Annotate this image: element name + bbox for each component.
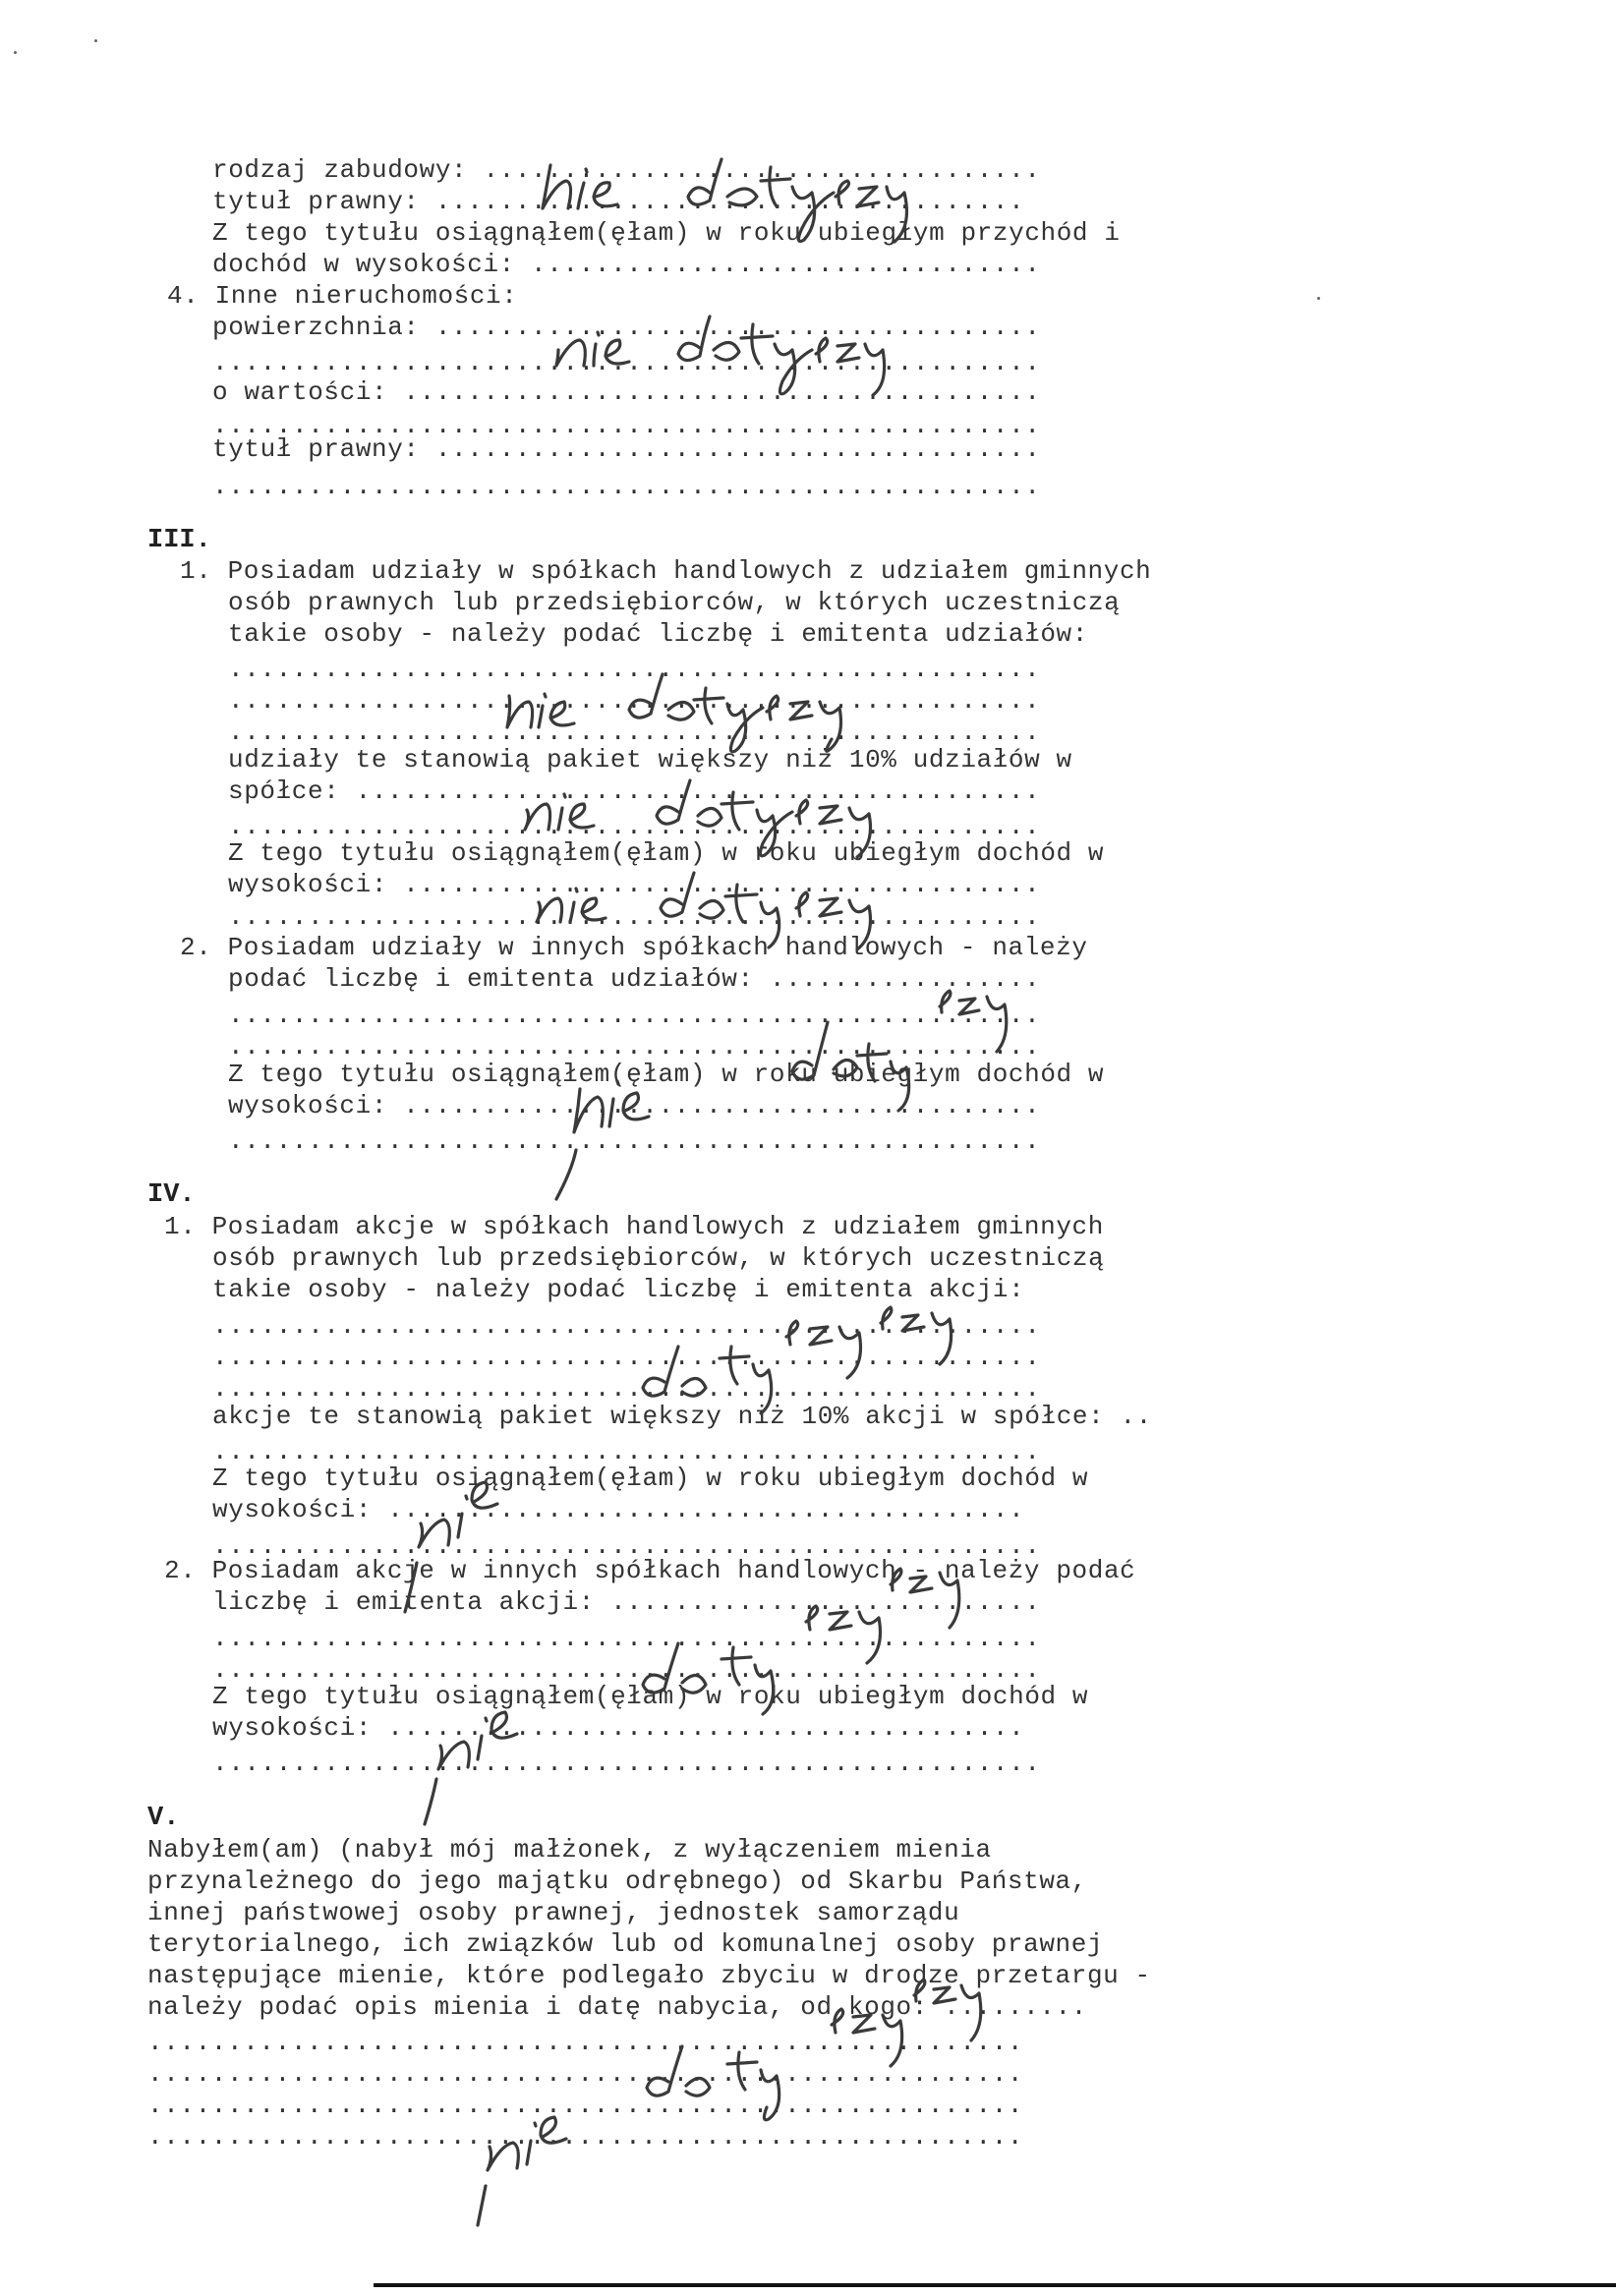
dotted-line: ....................................................... bbox=[147, 2091, 1024, 2120]
dotted-line: ................................................... bbox=[228, 686, 1041, 716]
income-line: Z tego tytułu osiągnąłem(ęłam) w roku ubiegłym dochód w bbox=[212, 1682, 1089, 1711]
dotted-line: ................................................... bbox=[228, 812, 1041, 841]
acquisition-paragraph-line: następujące mienie, które podlegało zbyciu w drodze przetargu - bbox=[147, 1961, 1151, 1990]
section-iv-heading: IV. bbox=[147, 1180, 196, 1210]
income-amount-line: wysokości: ........................................ bbox=[228, 870, 1041, 899]
dotted-line: .................................................... bbox=[212, 472, 1041, 501]
dotted-line: ................................................... bbox=[228, 1032, 1041, 1062]
shares-paragraph-line: 1. Posiadam udziały w spółkach handlowych z udziałem gminnych bbox=[180, 556, 1152, 586]
scan-speck bbox=[14, 51, 17, 54]
stocks-paragraph-line: takie osoby - należy podać liczbę i emitenta akcji: bbox=[212, 1275, 1025, 1304]
dotted-line: ................................................... bbox=[228, 1126, 1041, 1156]
dotted-line: .................................................... bbox=[212, 1311, 1041, 1341]
dotted-line: .................................................... bbox=[212, 1374, 1041, 1404]
stocks-packet-line: akcje te stanowią pakiet większy niż 10% akcji w spółce: .. bbox=[212, 1402, 1152, 1431]
value-line: o wartości: ........................................ bbox=[212, 377, 1041, 407]
dotted-line: .................................................... bbox=[212, 1749, 1041, 1778]
stocks-paragraph-line: osób prawnych lub przedsiębiorców, w których uczestniczą bbox=[212, 1243, 1105, 1273]
other-stocks-line: 2. Posiadam akcje w innych spółkach handlowych - należy podać bbox=[164, 1556, 1136, 1585]
scan-speck bbox=[94, 39, 97, 42]
dotted-line: .................................................... bbox=[212, 1531, 1041, 1561]
income-line: Z tego tytułu osiągnąłem(ęłam) w roku ubiegłym dochód w bbox=[228, 838, 1105, 868]
dotted-line: .................................................... bbox=[212, 348, 1041, 377]
company-line: spółce: ........................................... bbox=[228, 776, 1041, 806]
shares-paragraph-line: takie osoby - należy podać liczbę i emitenta udziałów: bbox=[228, 619, 1088, 649]
legal-title-line: tytuł prawny: ..................................... bbox=[212, 187, 1025, 216]
building-type-line: rodzaj zabudowy: ................................... bbox=[212, 155, 1041, 185]
other-stocks-line: liczbę i emitenta akcji: ........................... bbox=[212, 1587, 1041, 1617]
other-shares-line: 2. Posiadam udziały w innych spółkach handlowych - należy bbox=[180, 933, 1088, 962]
income-line: Z tego tytułu osiągnąłem(ęłam) w roku ubiegłym dochód w bbox=[212, 1464, 1089, 1493]
page-bottom-rule bbox=[374, 2283, 1616, 2287]
dotted-line: ....................................................... bbox=[147, 2059, 1024, 2089]
scan-speck bbox=[1317, 297, 1320, 300]
acquisition-paragraph-line: terytorialnego, ich związków lub od komunalnej osoby prawnej bbox=[147, 1929, 1104, 1959]
acquisition-paragraph-line: innej państwowej osoby prawnej, jednostek samorządu bbox=[147, 1898, 960, 1927]
acquisition-paragraph-line: Nabyłem(am) (nabył mój małżonek, z wyłączeniem mienia bbox=[147, 1835, 992, 1865]
section-iii-heading: III. bbox=[147, 526, 211, 555]
section-v-heading: V. bbox=[147, 1804, 180, 1833]
other-shares-line: podać liczbę i emitenta udziałów: ................. bbox=[228, 964, 1041, 994]
dotted-line: ................................................... bbox=[228, 655, 1041, 684]
dotted-line: ................................................... bbox=[228, 718, 1041, 747]
income-amount-line: wysokości: ........................................ bbox=[212, 1713, 1025, 1743]
dotted-line: .................................................... bbox=[212, 411, 1041, 440]
acquisition-paragraph-line: przynależnego do jego majątku odrębnego) od Skarbu Państwa, bbox=[147, 1866, 1087, 1896]
dotted-line: ................................................... bbox=[228, 1001, 1041, 1030]
dotted-line: .................................................... bbox=[212, 1655, 1041, 1685]
legal-title-line: tytuł prawny: ...................................... bbox=[212, 434, 1041, 464]
dotted-line: ....................................................... bbox=[147, 2122, 1024, 2152]
income-line: Z tego tytułu osiągnąłem(ęłam) w roku ubiegłym dochód w bbox=[228, 1060, 1105, 1089]
dotted-line: .................................................... bbox=[212, 1437, 1041, 1466]
stocks-paragraph-line: 1. Posiadam akcje w spółkach handlowych z udziałem gminnych bbox=[164, 1212, 1104, 1241]
acquisition-paragraph-line: należy podać opis mienia i datę nabycia, od kogo: ......... bbox=[147, 1992, 1087, 2022]
other-property-heading: 4. Inne nieruchomości: bbox=[167, 281, 518, 311]
income-line: Z tego tytułu osiągnąłem(ęłam) w roku ubiegłym przychód i bbox=[212, 218, 1121, 248]
income-amount-line: wysokości: ........................................ bbox=[228, 1091, 1041, 1120]
shares-paragraph-line: osób prawnych lub przedsiębiorców, w których uczestniczą bbox=[228, 588, 1121, 617]
dotted-line: .................................................... bbox=[212, 1624, 1041, 1653]
dotted-line: .................................................... bbox=[212, 1343, 1041, 1372]
dotted-line: ................................................... bbox=[228, 902, 1041, 932]
dotted-line: ....................................................... bbox=[147, 2028, 1024, 2057]
shares-packet-line: udziały te stanowią pakiet większy niż 10% udziałów w bbox=[228, 745, 1072, 775]
income-amount-line: dochód w wysokości: ................................ bbox=[212, 250, 1041, 279]
income-amount-line: wysokości: ........................................ bbox=[212, 1495, 1025, 1524]
area-line: powierzchnia: ...................................... bbox=[212, 313, 1041, 342]
